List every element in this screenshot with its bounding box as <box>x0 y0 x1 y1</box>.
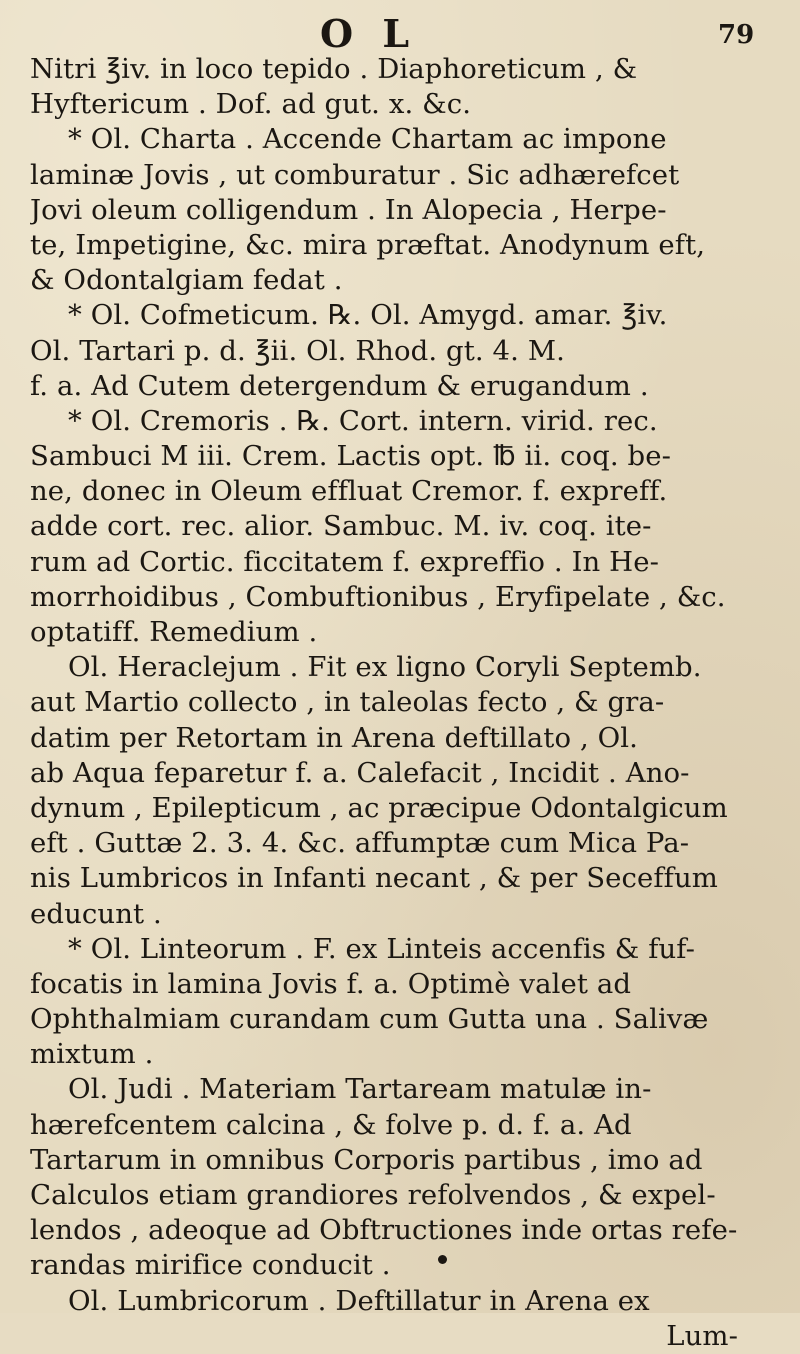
text-line: mixtum . <box>30 1038 154 1071</box>
text-line: eft . Guttæ 2. 3. 4. &c. affumptæ cum Mica Pa- <box>30 827 690 860</box>
text-line: & Odontalgiam fedat . <box>30 264 343 297</box>
text-line: Ol. Judi . Materiam Tartaream matulæ in- <box>68 1073 652 1106</box>
text-line: hærefcentem calcina , & folve p. d. f. a. Ad <box>30 1108 632 1141</box>
text-line: ab Aqua feparetur f. a. Calefacit , Incidit . Ano- <box>30 756 690 789</box>
text-line: Tartarum in omnibus Corporis partibus , imo ad <box>30 1143 703 1176</box>
text-line: Calculos etiam grandiores refolvendos , & expel- <box>30 1179 716 1211</box>
text-line: focatis in lamina Jovis f. a. Optimè valet ad <box>30 967 632 1000</box>
text-line: optatiff. Remedium . <box>30 616 318 648</box>
text-line: datim per Retortam in Arena deftillato , Ol. <box>30 721 639 754</box>
text-line: * Ol. Cofmeticum. ℞. Ol. Amygd. amar. ℥iv. <box>68 299 668 332</box>
text-line: * Ol. Cremoris . ℞. Cort. intern. virid. rec. <box>68 404 658 437</box>
text-line: lendos , adeoque ad Obftructiones inde ortas refe- <box>30 1214 738 1247</box>
text-line: aut Martio collecto , in taleolas fecto , & gra- <box>30 686 665 719</box>
text-line: Sambuci M iii. Crem. Lactis opt. ℔ ii. coq. be- <box>30 440 672 473</box>
text-line: Hyftericum . Dof. ad gut. x. &c. <box>30 88 472 121</box>
text-line: Jovi oleum colligendum . In Alopecia , Herpe- <box>30 193 667 226</box>
text-line: dynum , Epilepticum , ac præcipue Odontalgicum <box>30 791 728 824</box>
text-line: * Ol. Linteorum . F. ex Linteis accenfis & fuf- <box>68 932 695 965</box>
page-number: 79 <box>718 20 755 50</box>
ink-dot-ornament <box>438 1255 447 1264</box>
running-head <box>30 11 755 56</box>
text-line: Ophthalmiam curandam cum Gutta una . Salivæ <box>30 1003 709 1036</box>
text-line: f. a. Ad Cutem detergendum & erugandum . <box>30 369 649 402</box>
text-line: rum ad Cortic. ficcitatem f. expreffio . In He- <box>30 545 660 578</box>
text-line: nis Lumbricos in Infanti necant , & per Seceffum <box>30 862 718 895</box>
text-line: ne, donec in Oleum effluat Cremor. f. expreff. <box>30 475 668 508</box>
text-line: educunt . <box>30 897 162 930</box>
text-line: morrhoidibus , Combuftionibus , Eryfipelate , &c. <box>30 580 726 613</box>
text-line: te, Impetigine, &c. mira præftat. Anodynum eft, <box>30 228 706 261</box>
text-line: Ol. Heraclejum . Fit ex ligno Coryli Septemb. <box>68 651 702 684</box>
text-line: Ol. Tartari p. d. ℥ii. Ol. Rhod. gt. 4. M. <box>30 334 565 367</box>
text-line: laminæ Jovis , ut comburatur . Sic adhærefcet <box>30 158 680 191</box>
page-text <box>30 52 742 1319</box>
text-line: Ol. Lumbricorum . Deftillatur in Arena ex <box>68 1284 650 1317</box>
running-head-title: O L <box>320 11 418 56</box>
text-line: randas mirifice conducit . <box>30 1249 391 1282</box>
text-line: * Ol. Charta . Accende Chartam ac impone <box>68 123 667 156</box>
text-line: Nitri ℥iv. in loco tepido . Diaphoreticum , & <box>30 53 638 85</box>
text-line: adde cort. rec. alior. Sambuc. M. iv. coq. ite- <box>30 510 652 543</box>
catchword: Lum- <box>666 1319 738 1352</box>
